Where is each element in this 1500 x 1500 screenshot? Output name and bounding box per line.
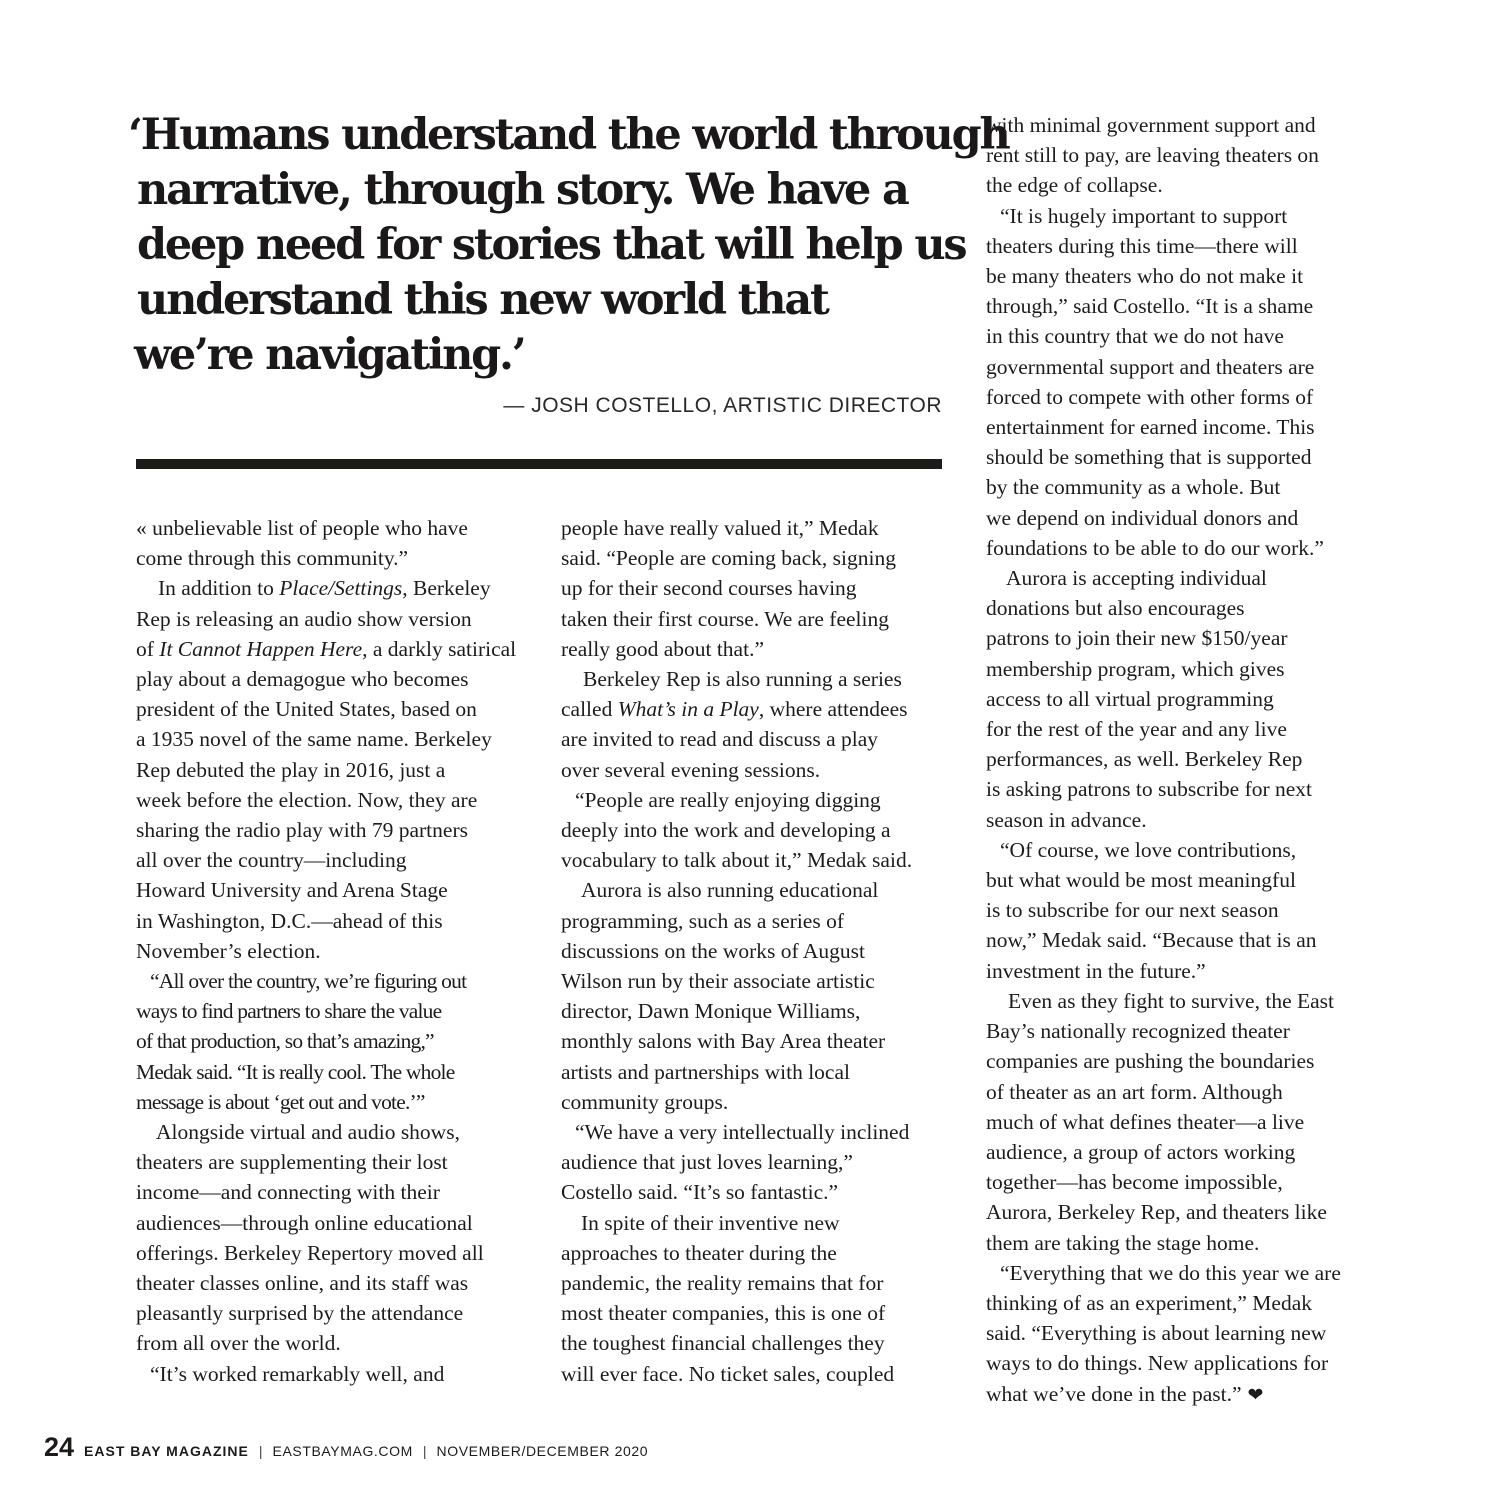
text-line: called What’s in a Play, where attendees: [561, 697, 908, 722]
text-line: access to all virtual programming: [986, 686, 1274, 711]
text-line: theaters are supplementing their lost: [136, 1150, 448, 1175]
text-line: Medak said. “It is really cool. The whole: [136, 1059, 455, 1084]
pull-quote-line: we’re navigating.’: [134, 330, 525, 380]
last-line-wrapper: [986, 1379, 1376, 1410]
heart-icon: ❤: [1247, 1383, 1264, 1406]
text-line: performances, as well. Berkeley Rep: [986, 747, 1303, 772]
text-line: pleasantly surprised by the attendance: [136, 1301, 464, 1326]
text-line: Wilson run by their associate artistic: [561, 969, 875, 994]
text-line: In addition to Place/Settings, Berkeley: [158, 576, 491, 601]
article-column-3: [986, 110, 1376, 1410]
text-line: ways to find partners to share the value: [136, 999, 442, 1024]
text-line: discussions on the works of August: [561, 938, 865, 963]
issue-date: NOVEMBER/DECEMBER 2020: [436, 1443, 649, 1459]
text-line: In spite of their inventive new: [581, 1210, 840, 1235]
text-line: “Of course, we love contributions,: [1000, 837, 1297, 862]
text-line: audience, a group of actors working: [986, 1139, 1296, 1164]
text-line: of It Cannot Happen Here, a darkly satirical: [136, 636, 517, 661]
text-line: are invited to read and discuss a play: [561, 727, 879, 752]
text-line: but what would be most meaningful: [986, 868, 1296, 893]
pull-quote-line: understand this new world that: [137, 275, 828, 325]
pull-quote-attribution: — JOSH COSTELLO, ARTISTIC DIRECTOR: [503, 394, 942, 417]
text-line: Even as they fight to survive, the East: [1008, 988, 1335, 1013]
footer-separator: |: [422, 1443, 427, 1459]
text-line: audience that just loves learning,”: [561, 1150, 853, 1175]
text-line: of that production, so that’s amazing,”: [136, 1029, 434, 1054]
text-line: “All over the country, we’re figuring out: [150, 969, 467, 994]
text-line: Howard University and Arena Stage: [136, 878, 448, 903]
text-line: week before the election. Now, they are: [136, 787, 478, 812]
text-line: Alongside virtual and audio shows,: [156, 1120, 460, 1145]
text-line: “Everything that we do this year we are: [1000, 1260, 1341, 1285]
text-line: play about a demagogue who becomes: [136, 667, 469, 692]
text-line: forced to compete with other forms of: [986, 384, 1314, 409]
text-line: “It’s worked remarkably well, and: [150, 1361, 445, 1386]
text-line: over several evening sessions.: [561, 757, 821, 782]
text-line: « unbelievable list of people who have: [136, 516, 468, 540]
text-line: in this country that we do not have: [986, 324, 1284, 349]
text-line: is asking patrons to subscribe for next: [986, 777, 1313, 802]
section-divider: [136, 459, 942, 469]
text-line: the toughest financial challenges they: [561, 1331, 885, 1356]
text-line: governmental support and theaters are: [986, 354, 1315, 379]
text-line: donations but also encourages: [986, 596, 1245, 621]
text-line: approaches to theater during the: [561, 1240, 837, 1265]
page-footer: [44, 1432, 648, 1463]
text-line: people have really valued it,” Medak: [561, 516, 879, 540]
text-line: Aurora is accepting individual: [1006, 566, 1267, 591]
text-line: monthly salons with Bay Area theater: [561, 1029, 886, 1054]
text-line: investment in the future.”: [986, 958, 1206, 983]
text-line: deeply into the work and developing a: [561, 818, 891, 843]
text-line: now,” Medak said. “Because that is an: [986, 928, 1317, 953]
text-line: most theater companies, this is one of: [561, 1301, 886, 1326]
text-line: November’s election.: [136, 938, 321, 963]
text-line: theater classes online, and its staff was: [136, 1271, 469, 1296]
text-line: much of what defines theater—a live: [986, 1109, 1305, 1134]
pull-quote-line: deep need for stories that will help us: [137, 220, 966, 270]
text-line: them are taking the stage home.: [986, 1230, 1260, 1255]
text-line: in Washington, D.C.—ahead of this: [136, 908, 443, 933]
text-line: ways to do things. New applications for: [986, 1351, 1329, 1376]
article-column-2: [561, 513, 951, 1389]
text-line: all over the country—including: [136, 848, 407, 873]
text-line: season in advance.: [986, 807, 1147, 832]
pull-quote: [128, 108, 1009, 383]
text-line: will ever face. No ticket sales, coupled: [561, 1361, 895, 1386]
text-line: audiences—through online educational: [136, 1210, 473, 1235]
text-line: what we’ve done in the past.”: [986, 1381, 1242, 1406]
text-line: theaters during this time—there will: [986, 233, 1298, 258]
text-line: rent still to pay, are leaving theaters on: [986, 143, 1319, 168]
text-line: entertainment for earned income. This: [986, 415, 1315, 440]
text-line: up for their second courses having: [561, 576, 857, 601]
text-line: together—has become impossible,: [986, 1170, 1283, 1195]
text-line: pandemic, the reality remains that for: [561, 1271, 884, 1296]
magazine-name: EAST BAY MAGAZINE: [84, 1443, 249, 1459]
text-line: membership program, which gives: [986, 656, 1285, 681]
text-line: “We have a very intellectually inclined: [575, 1120, 910, 1145]
text-line: income—and connecting with their: [136, 1180, 440, 1205]
text-line: is to subscribe for our next season: [986, 898, 1279, 923]
text-line: companies are pushing the boundaries: [986, 1049, 1315, 1074]
pull-quote-line: ‘Humans understand the world through: [128, 110, 1009, 160]
text-line: “It is hugely important to support: [1000, 203, 1288, 228]
text-line: sharing the radio play with 79 partners: [136, 818, 468, 843]
text-line: Aurora, Berkeley Rep, and theaters like: [986, 1200, 1327, 1225]
text-line: said. “Everything is about learning new: [986, 1321, 1327, 1346]
text-line: message is about ‘get out and vote.’”: [136, 1089, 425, 1114]
text-line: president of the United States, based on: [136, 697, 477, 722]
magazine-website: EASTBAYMAG.COM: [272, 1443, 413, 1459]
text-line: director, Dawn Monique Williams,: [561, 999, 861, 1024]
text-line: for the rest of the year and any live: [986, 717, 1287, 742]
text-line: of theater as an art form. Although: [986, 1079, 1283, 1104]
text-line: a 1935 novel of the same name. Berkeley: [136, 727, 492, 752]
text-line: foundations to be able to do our work.”: [986, 535, 1324, 560]
text-line: community groups.: [561, 1089, 729, 1114]
text-line: Costello said. “It’s so fantastic.”: [561, 1180, 839, 1205]
text-line: should be something that is supported: [986, 445, 1312, 470]
text-line: vocabulary to talk about it,” Medak said.: [561, 848, 913, 873]
text-line: patrons to join their new $150/year: [986, 626, 1288, 651]
text-line: through,” said Costello. “It is a shame: [986, 294, 1314, 319]
text-line: said. “People are coming back, signing: [561, 546, 896, 571]
text-line: Rep is releasing an audio show version: [136, 606, 472, 631]
text-line: Bay’s nationally recognized theater: [986, 1019, 1290, 1044]
text-line: by the community as a whole. But: [986, 475, 1281, 500]
text-line: offerings. Berkeley Repertory moved all: [136, 1240, 484, 1265]
text-line: “People are really enjoying digging: [575, 787, 881, 812]
text-line: Aurora is also running educational: [581, 878, 879, 903]
text-line: artists and partnerships with local: [561, 1059, 850, 1084]
text-line: Rep debuted the play in 2016, just a: [136, 757, 446, 782]
page-number: 24: [44, 1432, 75, 1462]
text-line: really good about that.”: [561, 636, 764, 661]
pull-quote-line: narrative, through story. We have a: [137, 165, 908, 215]
text-line: we depend on individual donors and: [986, 505, 1299, 530]
text-line: programming, such as a series of: [561, 908, 845, 933]
text-line: Berkeley Rep is also running a series: [583, 667, 902, 692]
footer-separator: |: [258, 1443, 263, 1459]
text-line: the edge of collapse.: [986, 173, 1163, 198]
text-line: be many theaters who do not make it: [986, 264, 1304, 289]
article-column-1: [136, 513, 526, 1389]
text-line: come through this community.”: [136, 546, 409, 571]
text-line: from all over the world.: [136, 1331, 341, 1356]
text-line: with minimal government support and: [986, 113, 1316, 137]
text-line: thinking of as an experiment,” Medak: [986, 1290, 1312, 1315]
text-line: taken their first course. We are feeling: [561, 606, 889, 631]
